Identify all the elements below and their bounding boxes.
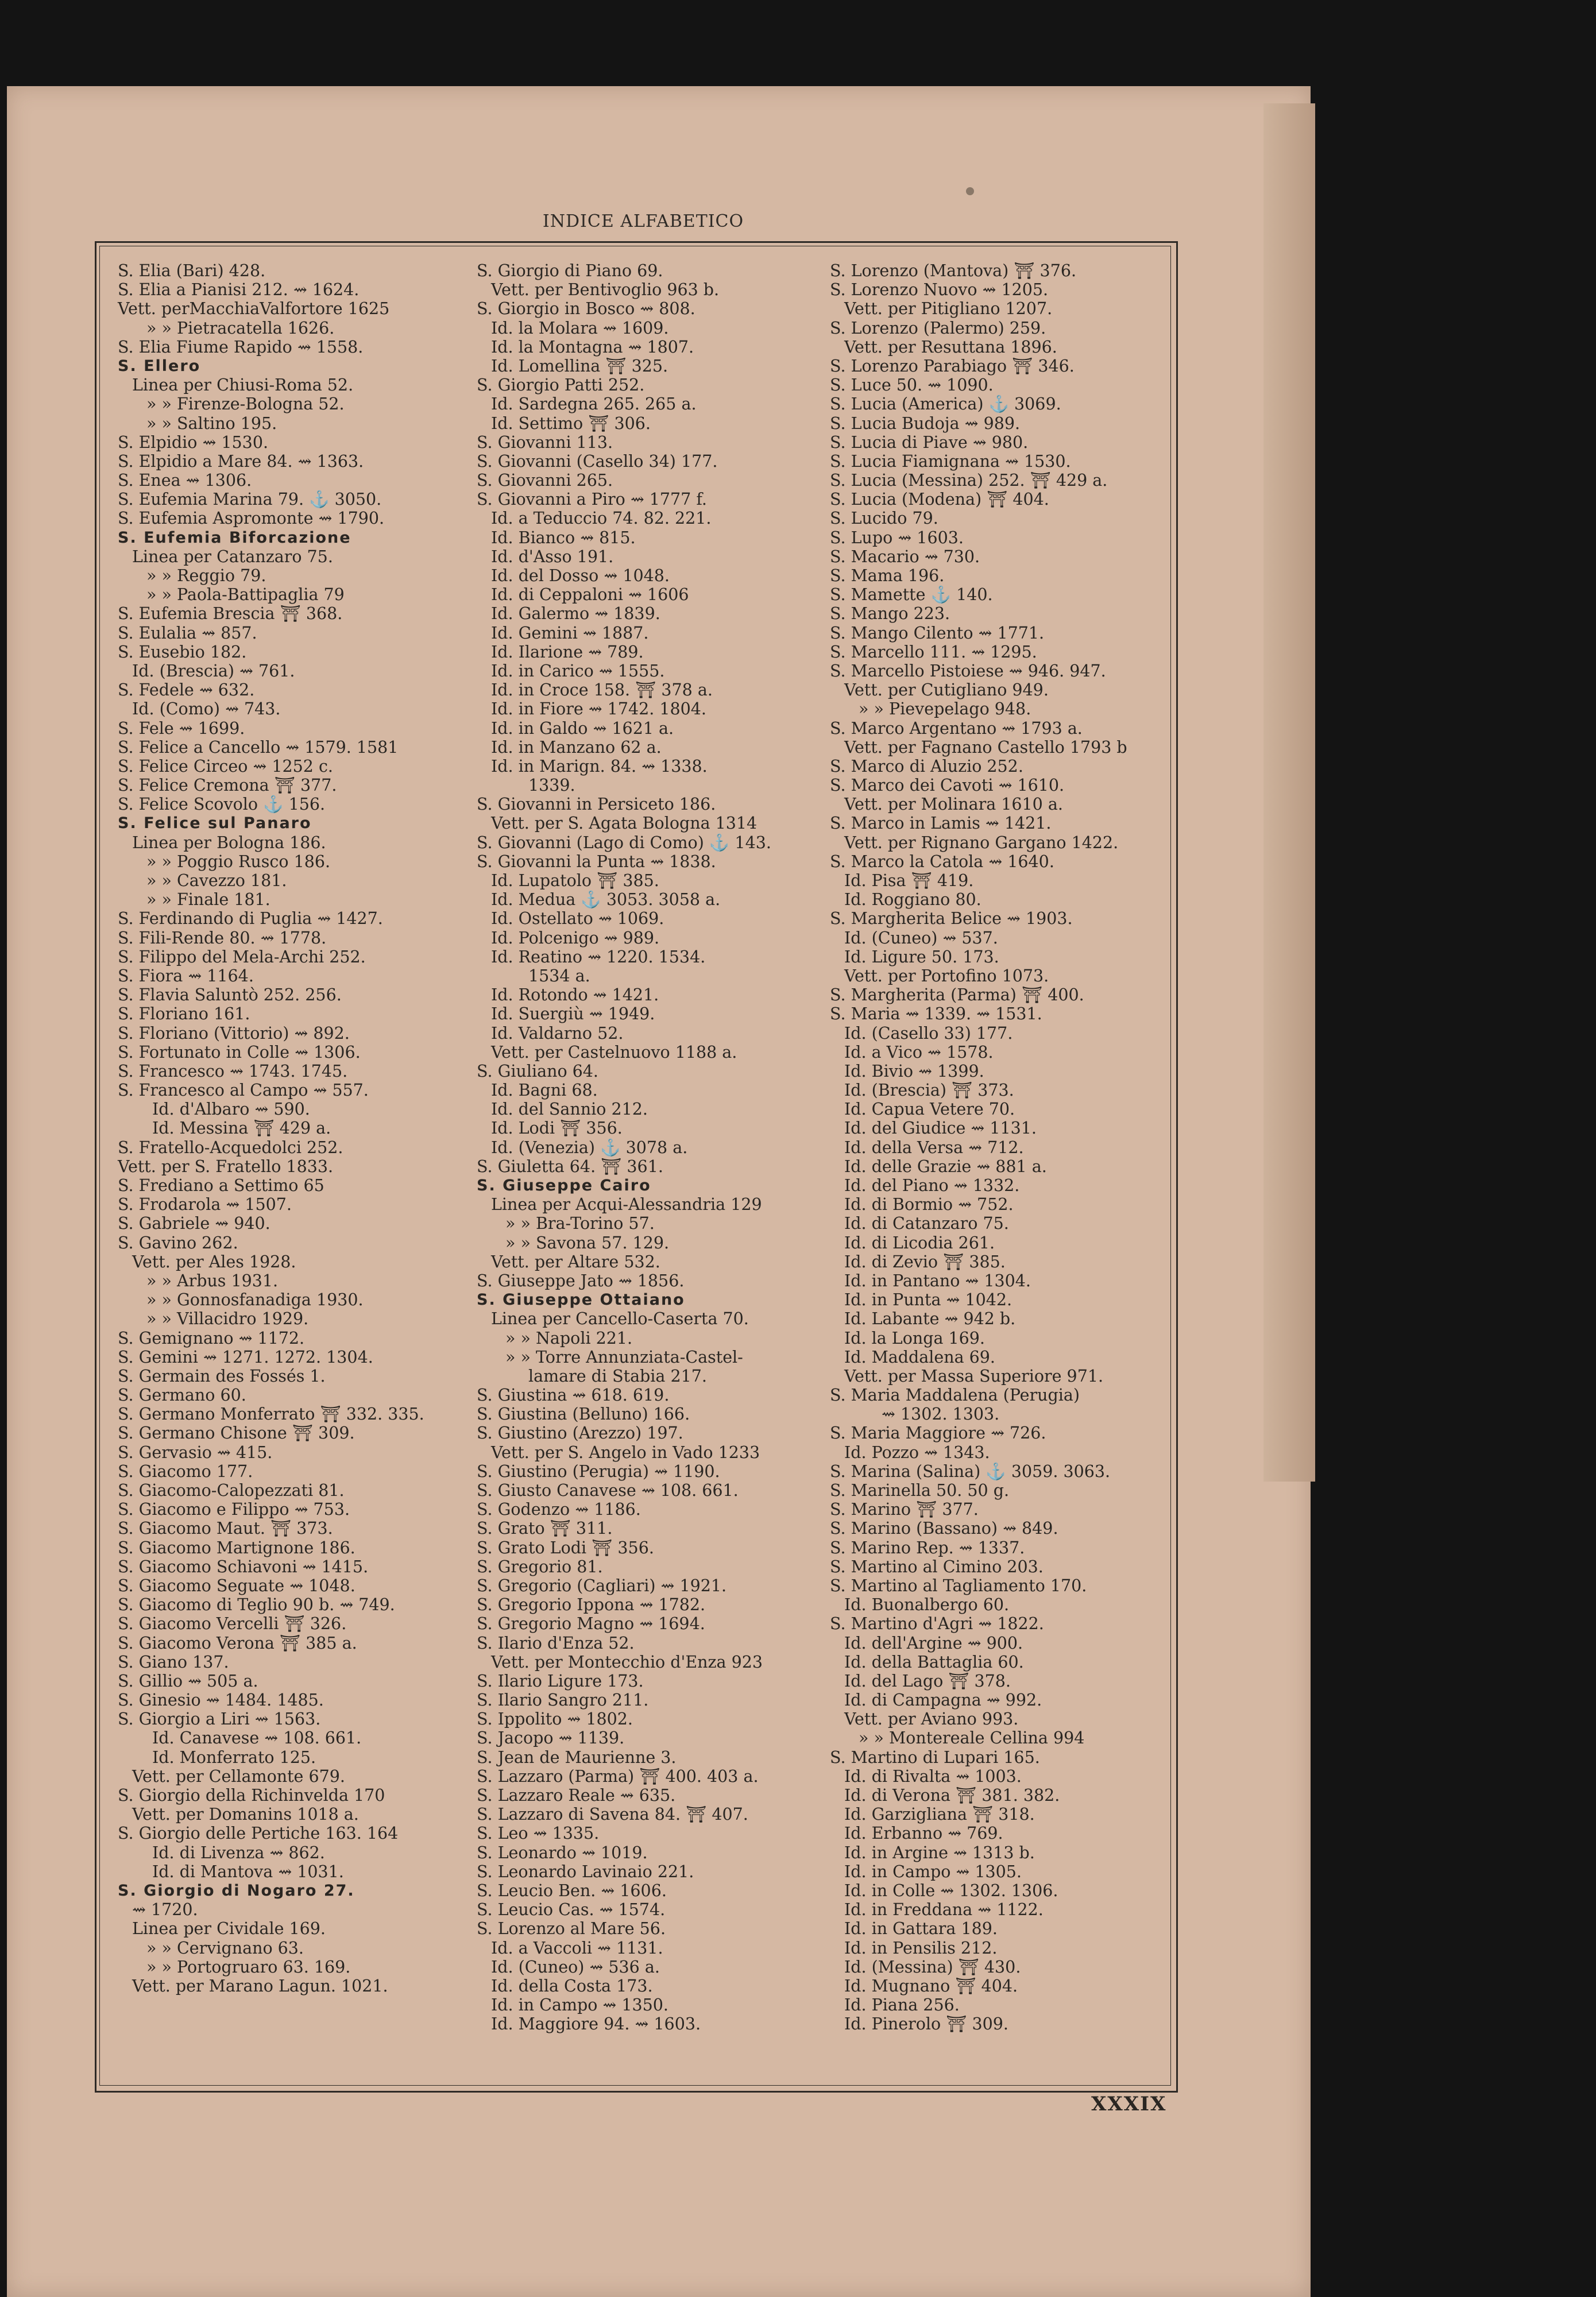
index-entry: Id. d'Albaro ⇝ 590. bbox=[152, 1100, 310, 1119]
index-entry: » » Villacidro 1929. bbox=[146, 1309, 309, 1329]
index-entry: S. Lupo ⇝ 1603. bbox=[830, 528, 964, 547]
index-entry: S. Giustina (Belluno) 166. bbox=[477, 1405, 690, 1424]
index-entry: Id. della Costa 173. bbox=[491, 1976, 653, 1996]
index-entry: S. Felice Scovolo ⚓ 156. bbox=[118, 795, 326, 814]
index-entry: » » Torre Annunziata-Castel- bbox=[505, 1347, 743, 1367]
index-entry: S. Mamette ⚓ 140. bbox=[830, 585, 993, 605]
index-entry: Id. dell'Argine ⇝ 900. bbox=[844, 1633, 1023, 1653]
index-entry: Id. in Galdo ⇝ 1621 a. bbox=[491, 718, 674, 738]
index-entry: Id. la Longa 169. bbox=[844, 1328, 985, 1348]
index-entry: » » Saltino 195. bbox=[146, 413, 277, 433]
index-entry: 1534 a. bbox=[528, 966, 590, 985]
index-entry: » » Pievepelago 948. bbox=[859, 699, 1031, 719]
index-entry: S. Jean de Maurienne 3. bbox=[477, 1747, 677, 1767]
index-entry: S. Margherita (Parma) ⛩ 400. bbox=[830, 985, 1084, 1005]
index-entry: Id. Bagni 68. bbox=[491, 1081, 598, 1100]
index-entry: S. Giorgio delle Pertiche 163. 164 bbox=[118, 1824, 399, 1843]
index-entry: Id. la Molara ⇝ 1609. bbox=[491, 318, 669, 338]
index-entry: S. Giovanni a Piro ⇝ 1777 f. bbox=[477, 490, 707, 509]
index-entry: S. Eufemia Brescia ⛩ 368. bbox=[118, 604, 343, 624]
index-heading: S. Giorgio di Nogaro 27. bbox=[118, 1881, 355, 1900]
index-entry: S. Fedele ⇝ 632. bbox=[118, 680, 255, 700]
index-entry: S. Flavia Saluntò 252. 256. bbox=[118, 985, 342, 1005]
index-entry: S. Giacomo di Teglio 90 b. ⇝ 749. bbox=[118, 1595, 395, 1615]
index-entry: S. Giorgio della Richinvelda 170 bbox=[118, 1786, 385, 1805]
index-entry: Id. del Sannio 212. bbox=[491, 1100, 648, 1119]
index-entry: S. Felice Circeo ⇝ 1252 c. bbox=[118, 756, 333, 776]
index-entry: S. Fratello-Acquedolci 252. bbox=[118, 1138, 343, 1157]
index-entry: Linea per Bologna 186. bbox=[132, 833, 326, 852]
index-entry: S. Giacomo 177. bbox=[118, 1461, 253, 1481]
index-entry: Id. di Livenza ⇝ 862. bbox=[152, 1843, 325, 1862]
page-number: XXXIX bbox=[1091, 2093, 1167, 2116]
index-entry: S. Lucia (America) ⚓ 3069. bbox=[830, 395, 1061, 414]
index-entry: Vett. per Domanins 1018 a. bbox=[132, 1805, 359, 1824]
index-entry: S. Eulalia ⇝ 857. bbox=[118, 623, 257, 643]
index-entry: Vett. per Fagnano Castello 1793 b bbox=[844, 737, 1127, 757]
index-entry: Id. Lomellina ⛩ 325. bbox=[491, 356, 668, 376]
index-entry: S. Floriano 161. bbox=[118, 1004, 250, 1024]
index-entry: Id. della Versa ⇝ 712. bbox=[844, 1138, 1024, 1157]
index-entry: Vett. per Bentivoglio 963 b. bbox=[491, 280, 720, 300]
index-entry: » » Reggio 79. bbox=[146, 566, 266, 585]
index-entry: Id. di Catanzaro 75. bbox=[844, 1214, 1009, 1233]
index-entry: Id. Gemini ⇝ 1887. bbox=[491, 623, 649, 643]
index-entry: Id. in Croce 158. ⛩ 378 a. bbox=[491, 680, 713, 700]
index-entry: » » Montereale Cellina 994 bbox=[859, 1728, 1085, 1748]
index-entry: Id. Piana 256. bbox=[844, 1996, 960, 2015]
index-entry: Id. a Vaccoli ⇝ 1131. bbox=[491, 1938, 663, 1958]
index-entry: Id. Roggiano 80. bbox=[844, 890, 981, 910]
index-entry: Vett. per Altare 532. bbox=[491, 1252, 660, 1271]
index-entry: S. Lucia Budoja ⇝ 989. bbox=[830, 413, 1021, 433]
index-entry: S. Lorenzo Parabiago ⛩ 346. bbox=[830, 356, 1075, 376]
index-entry: S. Marina (Salina) ⚓ 3059. 3063. bbox=[830, 1461, 1111, 1481]
index-entry: Id. del Dosso ⇝ 1048. bbox=[491, 566, 670, 585]
index-entry: Id. Maggiore 94. ⇝ 1603. bbox=[491, 2014, 701, 2034]
index-entry: Linea per Cividale 169. bbox=[132, 1919, 326, 1939]
index-entry: » » Pietracatella 1626. bbox=[146, 318, 335, 338]
index-entry: S. Ferdinando di Puglia ⇝ 1427. bbox=[118, 909, 383, 929]
index-heading: S. Giuseppe Ottaiano bbox=[477, 1291, 685, 1309]
index-entry: Vett. per Molinara 1610 a. bbox=[844, 795, 1063, 814]
index-entry: Id. Pozzo ⇝ 1343. bbox=[844, 1443, 990, 1462]
index-entry: S. Maria Maddalena (Perugia) bbox=[830, 1386, 1080, 1405]
page-spot bbox=[966, 187, 974, 195]
index-entry: S. Giovanni 265. bbox=[477, 471, 613, 490]
index-entry: S. Marco Argentano ⇝ 1793 a. bbox=[830, 718, 1083, 738]
index-entry: S. Martino al Cimino 203. bbox=[830, 1557, 1044, 1576]
index-entry: S. Giorgio in Bosco ⇝ 808. bbox=[477, 299, 695, 319]
index-entry: S. Lorenzo (Mantova) ⛩ 376. bbox=[830, 261, 1077, 280]
index-entry: S. Lorenzo Nuovo ⇝ 1205. bbox=[830, 280, 1049, 300]
index-entry: S. Giacomo Schiavoni ⇝ 1415. bbox=[118, 1557, 369, 1576]
index-entry: S. Gemignano ⇝ 1172. bbox=[118, 1328, 305, 1348]
index-entry: » » Napoli 221. bbox=[505, 1328, 633, 1348]
index-entry: ⇝ 1720. bbox=[132, 1900, 198, 1920]
index-entry: Vett. per Cutigliano 949. bbox=[844, 680, 1049, 700]
index-entry: Linea per Catanzaro 75. bbox=[132, 547, 333, 566]
index-entry: » » Paola-Battipaglia 79 bbox=[146, 585, 345, 605]
index-entry: S. Frodarola ⇝ 1507. bbox=[118, 1195, 292, 1215]
index-entry: Linea per Acqui-Alessandria 129 bbox=[491, 1195, 762, 1215]
index-entry: S. Marino ⛩ 377. bbox=[830, 1500, 979, 1519]
index-heading: S. Felice sul Panaro bbox=[118, 814, 312, 833]
index-entry: S. Giuseppe Jato ⇝ 1856. bbox=[477, 1271, 685, 1290]
index-entry: Vett. per Aviano 993. bbox=[844, 1710, 1019, 1729]
index-entry: S. Germain des Fossés 1. bbox=[118, 1366, 326, 1386]
index-entry: S. Giustino (Perugia) ⇝ 1190. bbox=[477, 1461, 720, 1481]
index-entry: S. Gervasio ⇝ 415. bbox=[118, 1443, 273, 1462]
index-entry: S. Maria Maggiore ⇝ 726. bbox=[830, 1424, 1046, 1443]
index-entry: lamare di Stabia 217. bbox=[528, 1366, 707, 1386]
index-entry: Id. in Punta ⇝ 1042. bbox=[844, 1290, 1013, 1310]
index-entry: » » Finale 181. bbox=[146, 890, 270, 910]
index-entry: » » Cavezzo 181. bbox=[146, 871, 287, 890]
index-entry: S. Gabriele ⇝ 940. bbox=[118, 1214, 270, 1233]
index-entry: S. Leucio Ben. ⇝ 1606. bbox=[477, 1881, 667, 1900]
index-entry: S. Frediano a Settimo 65 bbox=[118, 1176, 324, 1195]
index-entry: S. Marcello Pistoiese ⇝ 946. 947. bbox=[830, 661, 1106, 680]
index-entry: S. Ilario Ligure 173. bbox=[477, 1671, 644, 1691]
index-entry: Vett. per Cellamonte 679. bbox=[132, 1766, 345, 1786]
index-entry: Id. della Battaglia 60. bbox=[844, 1652, 1024, 1672]
index-entry: S. Lucia (Messina) 252. ⛩ 429 a. bbox=[830, 471, 1108, 490]
index-entry: S. Elpidio ⇝ 1530. bbox=[118, 432, 269, 452]
index-entry: S. Giustino (Arezzo) 197. bbox=[477, 1424, 683, 1443]
index-entry: Id. (Casello 33) 177. bbox=[844, 1023, 1013, 1043]
index-entry: Id. del Piano ⇝ 1332. bbox=[844, 1176, 1020, 1195]
index-entry: S. Lucia di Piave ⇝ 980. bbox=[830, 432, 1029, 452]
index-entry: Id. Buonalbergo 60. bbox=[844, 1595, 1010, 1615]
index-entry: 1339. bbox=[528, 776, 575, 795]
index-entry: S. Francesco al Campo ⇝ 557. bbox=[118, 1081, 369, 1100]
index-entry: Id. in Argine ⇝ 1313 b. bbox=[844, 1843, 1035, 1862]
index-entry: S. Enea ⇝ 1306. bbox=[118, 471, 252, 490]
index-entry: S. Ilario d'Enza 52. bbox=[477, 1633, 635, 1653]
index-entry: Id. (Brescia) ⇝ 761. bbox=[132, 661, 295, 680]
index-heading: S. Giuseppe Cairo bbox=[477, 1177, 651, 1194]
index-entry: S. Margherita Belice ⇝ 1903. bbox=[830, 909, 1073, 929]
index-entry: » » Portogruaro 63. 169. bbox=[146, 1957, 351, 1977]
index-entry: S. Leonardo ⇝ 1019. bbox=[477, 1843, 648, 1862]
index-entry: S. Lazzaro (Parma) ⛩ 400. 403 a. bbox=[477, 1766, 759, 1786]
index-entry: Id. (Brescia) ⛩ 373. bbox=[844, 1081, 1014, 1100]
index-entry: S. Gregorio Ippona ⇝ 1782. bbox=[477, 1595, 706, 1615]
index-entry: S. Grato Lodi ⛩ 356. bbox=[477, 1538, 654, 1557]
index-entry: Id. in Colle ⇝ 1302. 1306. bbox=[844, 1881, 1058, 1900]
index-entry: S. Leo ⇝ 1335. bbox=[477, 1824, 600, 1843]
index-entry: Vett. per Rignano Gargano 1422. bbox=[844, 833, 1119, 852]
index-entry: Vett. per S. Angelo in Vado 1233 bbox=[491, 1443, 760, 1462]
index-entry: S. Fortunato in Colle ⇝ 1306. bbox=[118, 1042, 361, 1062]
index-entry: Id. (Venezia) ⚓ 3078 a. bbox=[491, 1138, 688, 1157]
index-entry: Id. di Licodia 261. bbox=[844, 1233, 995, 1252]
index-entry: S. Giovanni (Lago di Como) ⚓ 143. bbox=[477, 833, 771, 852]
index-entry: Vett. per Pitigliano 1207. bbox=[844, 299, 1053, 319]
index-entry: S. Germano 60. bbox=[118, 1386, 246, 1405]
index-entry: S. Marino (Bassano) ⇝ 849. bbox=[830, 1519, 1058, 1538]
index-entry: Id. Sardegna 265. 265 a. bbox=[491, 395, 697, 414]
index-entry: S. Felice a Cancello ⇝ 1579. 1581 bbox=[118, 737, 399, 757]
page-edge bbox=[1263, 103, 1315, 1482]
index-entry: Id. Bivio ⇝ 1399. bbox=[844, 1061, 984, 1081]
index-entry: Id. Settimo ⛩ 306. bbox=[491, 413, 651, 433]
index-entry: S. Eufemia Marina 79. ⚓ 3050. bbox=[118, 490, 382, 509]
index-entry: S. Germano Monferrato ⛩ 332. 335. bbox=[118, 1405, 424, 1424]
index-entry: S. Marcello 111. ⇝ 1295. bbox=[830, 642, 1037, 662]
index-entry: Id. (Messina) ⛩ 430. bbox=[844, 1957, 1021, 1977]
index-entry: S. Lucia Fiamignana ⇝ 1530. bbox=[830, 451, 1071, 471]
index-entry: S. Ippolito ⇝ 1802. bbox=[477, 1710, 633, 1729]
index-entry: Id. (Cuneo) ⇝ 537. bbox=[844, 928, 998, 948]
index-heading: S. Eufemia Biforcazione bbox=[118, 528, 351, 547]
index-entry: S. Marinella 50. 50 g. bbox=[830, 1481, 1010, 1500]
index-entry: Id. di Zevio ⛩ 385. bbox=[844, 1252, 1006, 1271]
index-entry: Vett. per Marano Lagun. 1021. bbox=[132, 1976, 388, 1996]
index-entry: Id. Monferrato 125. bbox=[152, 1747, 316, 1767]
index-entry: Id. Suergiù ⇝ 1949. bbox=[491, 1004, 655, 1024]
index-entry: » » Poggio Rusco 186. bbox=[146, 852, 331, 871]
index-entry: Id. di Mantova ⇝ 1031. bbox=[152, 1862, 344, 1881]
index-entry: Vett. per Massa Superiore 971. bbox=[844, 1366, 1104, 1386]
index-entry: S. Giovanni (Casello 34) 177. bbox=[477, 451, 718, 471]
index-entry: S. Grato ⛩ 311. bbox=[477, 1519, 613, 1538]
index-entry: Id. d'Asso 191. bbox=[491, 547, 614, 566]
index-entry: Id. Bianco ⇝ 815. bbox=[491, 528, 636, 547]
index-entry: S. Giano 137. bbox=[118, 1652, 229, 1672]
index-entry: S. Giacomo Vercelli ⛩ 326. bbox=[118, 1614, 347, 1634]
index-entry: S. Giusto Canavese ⇝ 108. 661. bbox=[477, 1481, 739, 1500]
index-entry: Id. Labante ⇝ 942 b. bbox=[844, 1309, 1016, 1329]
index-entry: Id. Erbanno ⇝ 769. bbox=[844, 1824, 1003, 1843]
index-entry: Id. di Verona ⛩ 381. 382. bbox=[844, 1786, 1060, 1805]
index-entry: Id. in Freddana ⇝ 1122. bbox=[844, 1900, 1044, 1920]
index-entry: Id. di Campagna ⇝ 992. bbox=[844, 1691, 1042, 1710]
index-entry: S. Giacomo Verona ⛩ 385 a. bbox=[118, 1633, 357, 1653]
index-entry: S. Lorenzo (Palermo) 259. bbox=[830, 318, 1046, 338]
index-entry: S. Lazzaro di Savena 84. ⛩ 407. bbox=[477, 1805, 748, 1824]
index-entry: S. Martino di Lupari 165. bbox=[830, 1747, 1040, 1767]
index-entry: S. Giovanni in Persiceto 186. bbox=[477, 795, 716, 814]
index-entry: Id. Galermo ⇝ 1839. bbox=[491, 604, 660, 624]
index-entry: Id. Polcenigo ⇝ 989. bbox=[491, 928, 660, 948]
index-entry: S. Giustina ⇝ 618. 619. bbox=[477, 1386, 670, 1405]
index-entry: Id. a Teduccio 74. 82. 221. bbox=[491, 509, 712, 528]
index-entry: S. Giuliano 64. bbox=[477, 1061, 598, 1081]
index-entry: S. Ginesio ⇝ 1484. 1485. bbox=[118, 1691, 324, 1710]
index-entry: Vett. per Resuttana 1896. bbox=[844, 337, 1057, 357]
index-entry: S. Elia (Bari) 428. bbox=[118, 261, 266, 280]
index-entry: Id. (Cuneo) ⇝ 536 a. bbox=[491, 1957, 660, 1977]
index-entry: S. Godenzo ⇝ 1186. bbox=[477, 1500, 641, 1519]
index-entry: » » Arbus 1931. bbox=[146, 1271, 279, 1290]
index-entry: S. Gregorio 81. bbox=[477, 1557, 603, 1576]
index-entry: S. Giovanni la Punta ⇝ 1838. bbox=[477, 852, 716, 871]
index-entry: S. Giacomo-Calopezzati 81. bbox=[118, 1481, 345, 1500]
index-entry: » » Firenze-Bologna 52. bbox=[146, 395, 345, 414]
index-entry: Vett. perMacchiaValfortore 1625 bbox=[118, 299, 390, 319]
index-entry: S. Martino d'Agri ⇝ 1822. bbox=[830, 1614, 1044, 1634]
index-entry: Id. in Carico ⇝ 1555. bbox=[491, 661, 665, 680]
index-entry: S. Giorgio di Piano 69. bbox=[477, 261, 663, 280]
index-entry: S. Giacomo Seguate ⇝ 1048. bbox=[118, 1576, 355, 1595]
index-entry: S. Mama 196. bbox=[830, 566, 945, 585]
index-entry: S. Giacomo e Filippo ⇝ 753. bbox=[118, 1500, 350, 1519]
index-entry: S. Lucido 79. bbox=[830, 509, 938, 528]
index-entry: Id. Mugnano ⛩ 404. bbox=[844, 1976, 1018, 1996]
index-entry: ⇝ 1302. 1303. bbox=[882, 1405, 1000, 1424]
index-entry: Id. Ligure 50. 173. bbox=[844, 947, 999, 966]
index-entry: Id. la Montagna ⇝ 1807. bbox=[491, 337, 694, 357]
index-entry: S. Fili-Rende 80. ⇝ 1778. bbox=[118, 928, 327, 948]
index-entry: Id. in Pensilis 212. bbox=[844, 1938, 998, 1958]
index-entry: Id. Ilarione ⇝ 789. bbox=[491, 642, 644, 662]
index-entry: S. Marco dei Cavoti ⇝ 1610. bbox=[830, 776, 1065, 795]
index-entry: S. Martino al Tagliamento 170. bbox=[830, 1576, 1087, 1595]
index-entry: S. Marco la Catola ⇝ 1640. bbox=[830, 852, 1054, 871]
index-entry: S. Maria ⇝ 1339. ⇝ 1531. bbox=[830, 1004, 1042, 1024]
index-entry: S. Fele ⇝ 1699. bbox=[118, 718, 245, 738]
index-entry: Vett. per S. Fratello 1833. bbox=[118, 1157, 334, 1176]
index-entry: Id. in Campo ⇝ 1350. bbox=[491, 1996, 668, 2015]
index-entry: Vett. per Portofino 1073. bbox=[844, 966, 1049, 985]
index-entry: Id. Messina ⛩ 429 a. bbox=[152, 1119, 331, 1138]
index-entry: S. Mango 223. bbox=[830, 604, 950, 624]
index-entry: S. Lucia (Modena) ⛩ 404. bbox=[830, 490, 1049, 509]
index-entry: S. Giacomo Maut. ⛩ 373. bbox=[118, 1519, 333, 1538]
index-entry: Id. Ostellato ⇝ 1069. bbox=[491, 909, 664, 929]
index-entry: S. Gregorio (Cagliari) ⇝ 1921. bbox=[477, 1576, 727, 1595]
index-entry: Id. Lupatolo ⛩ 385. bbox=[491, 871, 659, 890]
index-entry: S. Giorgio Patti 252. bbox=[477, 376, 645, 395]
index-entry: S. Elpidio a Mare 84. ⇝ 1363. bbox=[118, 451, 364, 471]
index-entry: S. Giuletta 64. ⛩ 361. bbox=[477, 1157, 663, 1176]
index-entry: S. Marco di Aluzio 252. bbox=[830, 756, 1023, 776]
page-header: INDICE ALFABETICO bbox=[542, 211, 744, 231]
index-column-3 bbox=[830, 261, 1174, 2033]
index-entry: S. Luce 50. ⇝ 1090. bbox=[830, 376, 994, 395]
index-entry: » » Gonnosfanadiga 1930. bbox=[146, 1290, 364, 1310]
index-entry: Id. delle Grazie ⇝ 881 a. bbox=[844, 1157, 1047, 1176]
index-entry: S. Francesco ⇝ 1743. 1745. bbox=[118, 1061, 348, 1081]
index-entry: Id. di Ceppaloni ⇝ 1606 bbox=[491, 585, 689, 605]
index-entry: S. Giovanni 113. bbox=[477, 432, 613, 452]
index-entry: S. Elia a Pianisi 212. ⇝ 1624. bbox=[118, 280, 360, 300]
index-entry: Id. Garzigliana ⛩ 318. bbox=[844, 1805, 1035, 1824]
index-entry: » » Bra-Torino 57. bbox=[505, 1214, 655, 1233]
index-entry: Id. Canavese ⇝ 108. 661. bbox=[152, 1728, 362, 1748]
index-entry: S. Fiora ⇝ 1164. bbox=[118, 966, 254, 985]
index-entry: S. Marco in Lamis ⇝ 1421. bbox=[830, 814, 1052, 833]
index-column-1 bbox=[118, 261, 462, 1996]
index-entry: S. Ilario Sangro 211. bbox=[477, 1691, 649, 1710]
index-entry: Vett. per Ales 1928. bbox=[132, 1252, 296, 1271]
index-entry: S. Lazzaro Reale ⇝ 635. bbox=[477, 1786, 676, 1805]
index-entry: S. Jacopo ⇝ 1139. bbox=[477, 1728, 625, 1748]
index-entry: Id. di Rivalta ⇝ 1003. bbox=[844, 1766, 1022, 1786]
index-entry: Vett. per S. Agata Bologna 1314 bbox=[491, 814, 758, 833]
index-entry: Id. Maddalena 69. bbox=[844, 1347, 995, 1367]
index-entry: Id. in Marign. 84. ⇝ 1338. bbox=[491, 756, 708, 776]
index-entry: Id. Pisa ⛩ 419. bbox=[844, 871, 974, 890]
index-entry: S. Germano Chisone ⛩ 309. bbox=[118, 1424, 355, 1443]
index-entry: S. Gemini ⇝ 1271. 1272. 1304. bbox=[118, 1347, 373, 1367]
index-entry: Id. Pinerolo ⛩ 309. bbox=[844, 2014, 1008, 2034]
index-entry: Id. Capua Vetere 70. bbox=[844, 1100, 1015, 1119]
index-heading: S. Ellero bbox=[118, 357, 201, 375]
index-entry: S. Leucio Cas. ⇝ 1574. bbox=[477, 1900, 666, 1920]
index-entry: S. Floriano (Vittorio) ⇝ 892. bbox=[118, 1023, 350, 1043]
index-entry: S. Elia Fiume Rapido ⇝ 1558. bbox=[118, 337, 364, 357]
index-entry: S. Lorenzo al Mare 56. bbox=[477, 1919, 666, 1939]
index-entry: Id. di Bormio ⇝ 752. bbox=[844, 1195, 1014, 1215]
index-entry: Id. (Como) ⇝ 743. bbox=[132, 699, 281, 719]
index-entry: S. Marino Rep. ⇝ 1337. bbox=[830, 1538, 1025, 1557]
index-entry: S. Macario ⇝ 730. bbox=[830, 547, 980, 566]
index-entry: Id. Rotondo ⇝ 1421. bbox=[491, 985, 659, 1005]
index-entry: Id. Lodi ⛩ 356. bbox=[491, 1119, 623, 1138]
index-entry: Linea per Cancello-Caserta 70. bbox=[491, 1309, 749, 1329]
index-entry: Vett. per Montecchio d'Enza 923 bbox=[491, 1652, 763, 1672]
index-entry: S. Gillio ⇝ 505 a. bbox=[118, 1671, 258, 1691]
index-entry: S. Mango Cilento ⇝ 1771. bbox=[830, 623, 1045, 643]
index-entry: Id. del Giudice ⇝ 1131. bbox=[844, 1119, 1037, 1138]
index-entry: Vett. per Castelnuovo 1188 a. bbox=[491, 1042, 737, 1062]
index-entry: S. Leonardo Lavinaio 221. bbox=[477, 1862, 694, 1881]
index-entry: Id. in Fiore ⇝ 1742. 1804. bbox=[491, 699, 706, 719]
index-entry: » » Savona 57. 129. bbox=[505, 1233, 670, 1252]
index-entry: S. Gregorio Magno ⇝ 1694. bbox=[477, 1614, 705, 1634]
index-entry: Id. in Pantano ⇝ 1304. bbox=[844, 1271, 1031, 1290]
index-entry: S. Eusebio 182. bbox=[118, 642, 247, 662]
index-entry: Id. in Manzano 62 a. bbox=[491, 737, 662, 757]
index-entry: Id. a Vico ⇝ 1578. bbox=[844, 1042, 994, 1062]
index-entry: Id. Medua ⚓ 3053. 3058 a. bbox=[491, 890, 721, 910]
index-entry: Id. Reatino ⇝ 1220. 1534. bbox=[491, 947, 706, 966]
index-entry: S. Gavino 262. bbox=[118, 1233, 238, 1252]
index-entry: Id. del Lago ⛩ 378. bbox=[844, 1671, 1011, 1691]
index-entry: Id. in Gattara 189. bbox=[844, 1919, 998, 1939]
index-entry: Id. Valdarno 52. bbox=[491, 1023, 624, 1043]
index-entry: » » Cervignano 63. bbox=[146, 1938, 304, 1958]
index-entry: S. Filippo del Mela-Archi 252. bbox=[118, 947, 366, 966]
index-entry: S. Giacomo Martignone 186. bbox=[118, 1538, 355, 1557]
index-entry: S. Eufemia Aspromonte ⇝ 1790. bbox=[118, 509, 385, 528]
index-entry: Linea per Chiusi-Roma 52. bbox=[132, 376, 354, 395]
index-entry: S. Giorgio a Liri ⇝ 1563. bbox=[118, 1710, 321, 1729]
index-column-2 bbox=[477, 261, 821, 2033]
index-entry: Id. in Campo ⇝ 1305. bbox=[844, 1862, 1022, 1881]
index-entry: S. Felice Cremona ⛩ 377. bbox=[118, 776, 337, 795]
